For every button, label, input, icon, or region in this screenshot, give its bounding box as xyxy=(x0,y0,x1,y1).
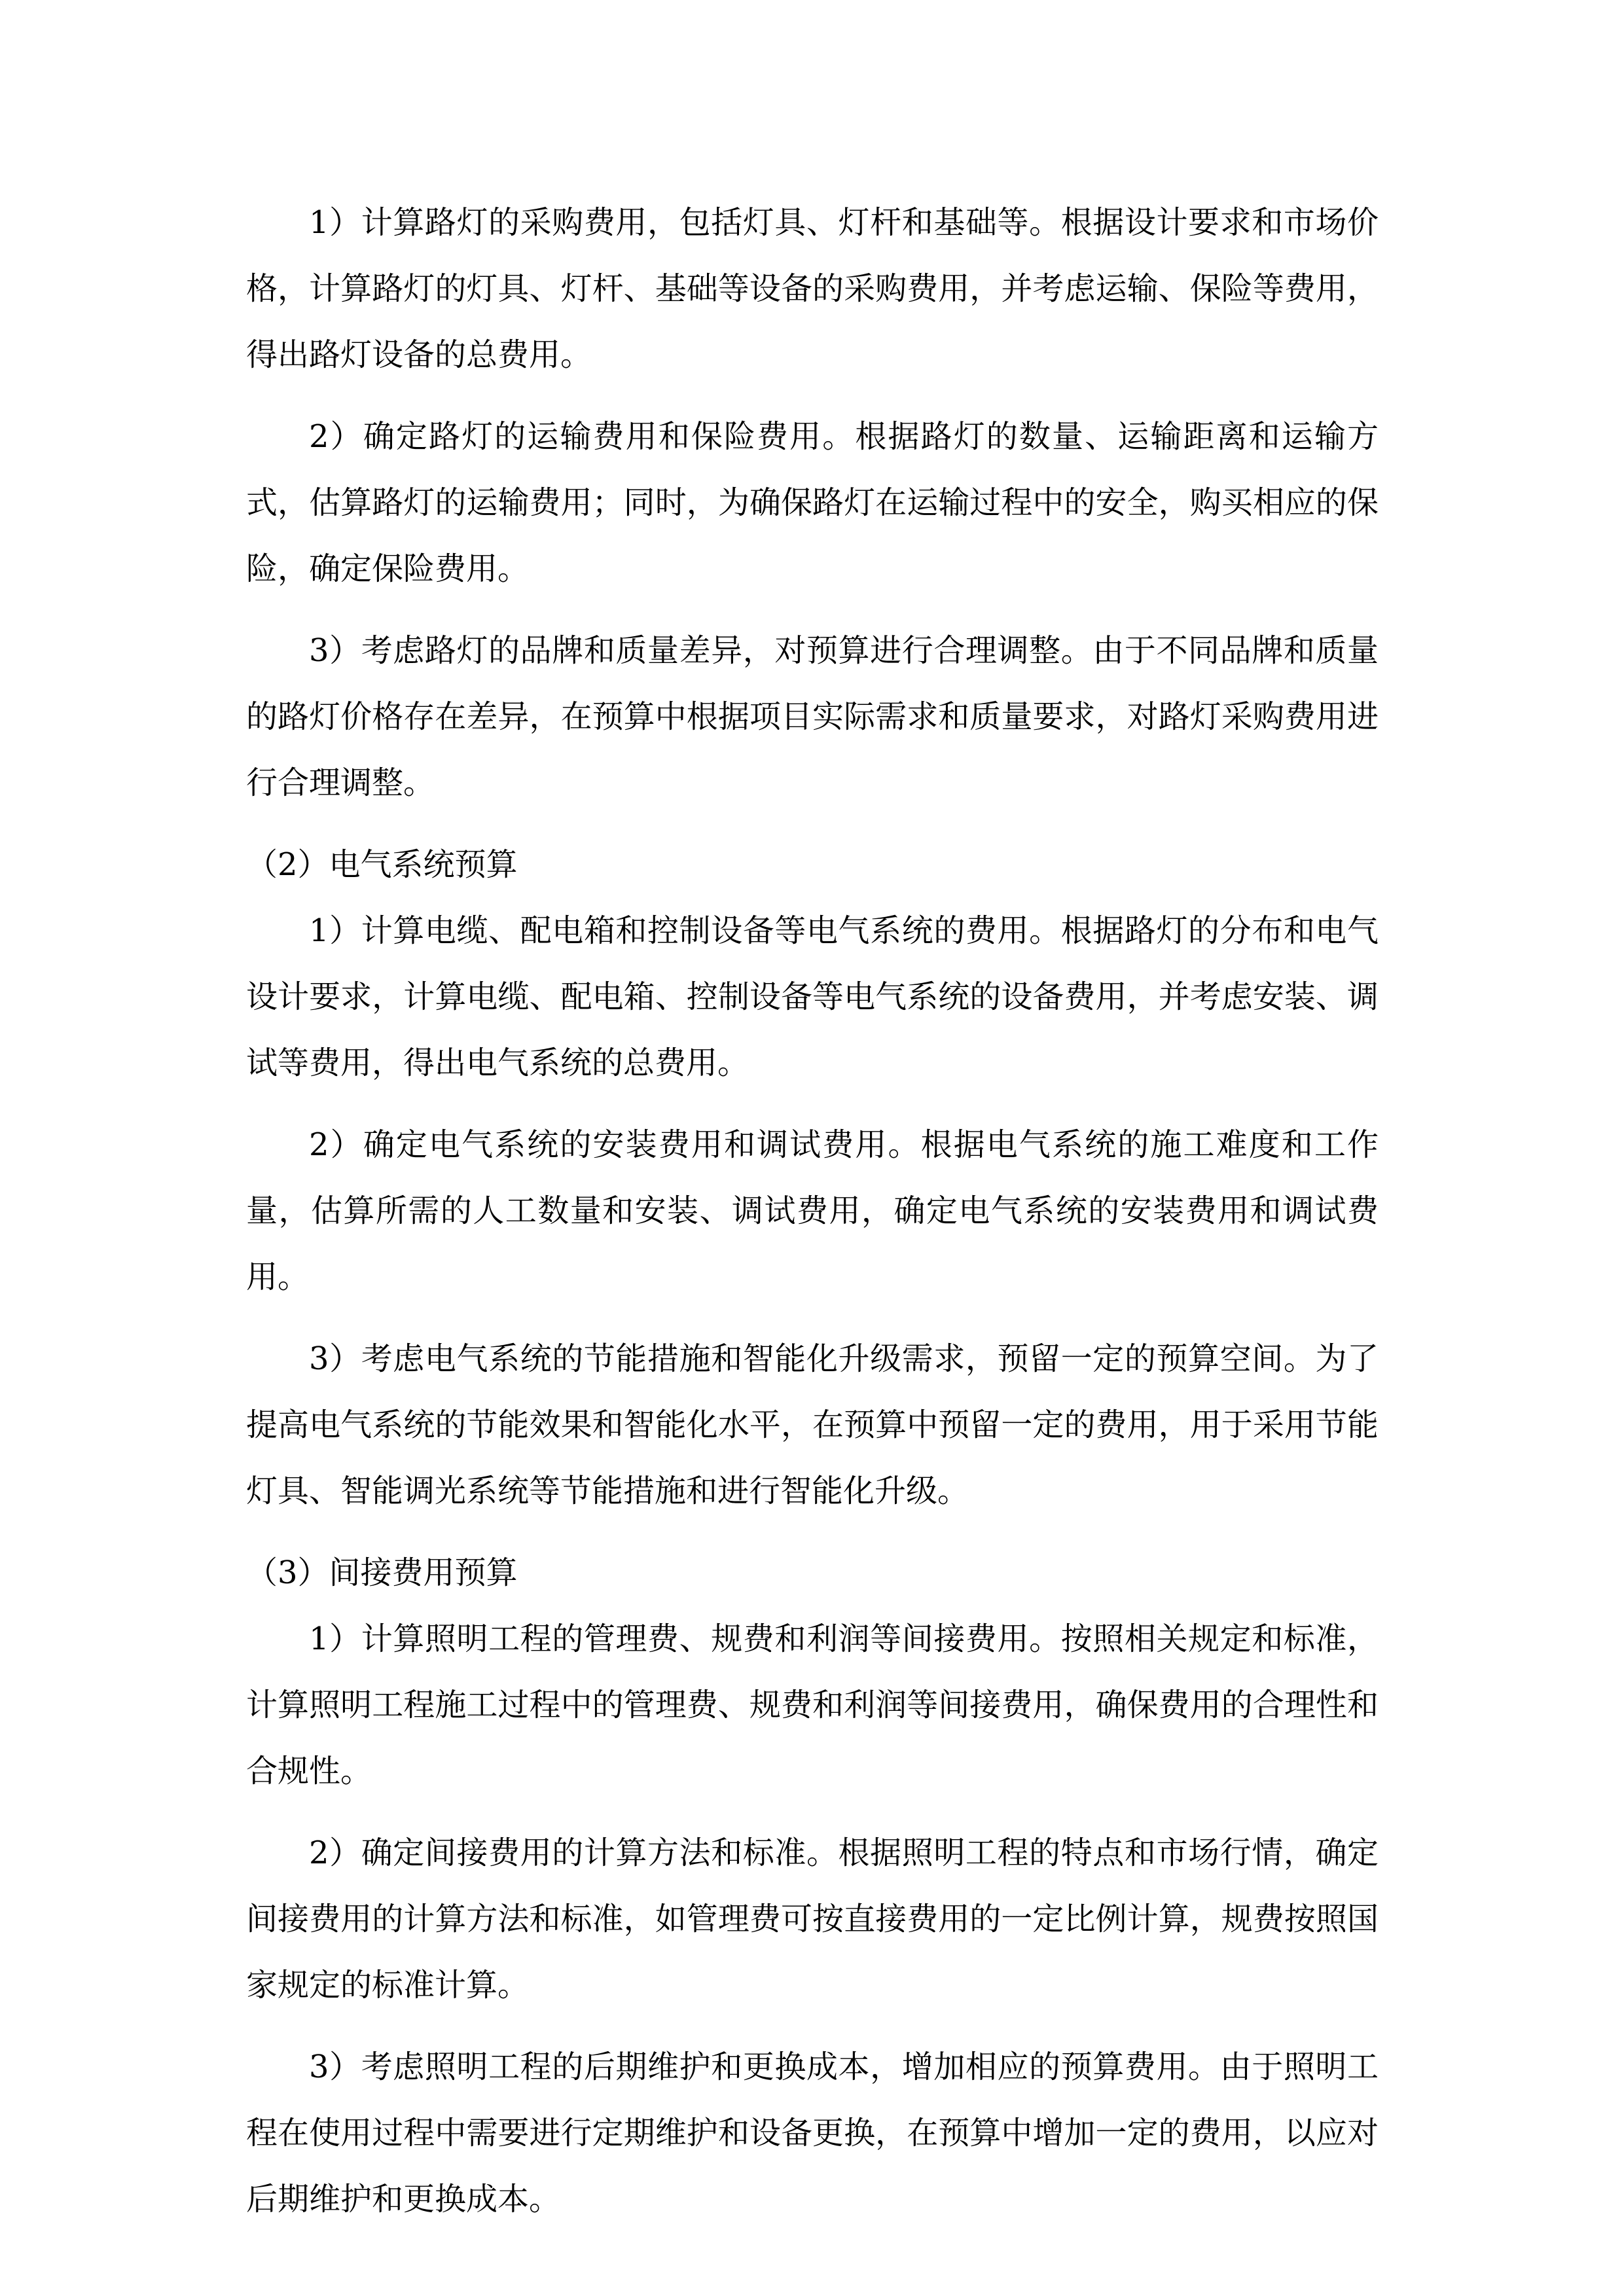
paragraph: 1）计算照明工程的管理费、规费和利润等间接费用。按照相关规定和标准，计算照明工程施工过程中的管理费、规费和利润等间接费用，确保费用的合理性和合规性。 xyxy=(246,1621,1379,1789)
paragraph: 2）确定间接费用的计算方法和标准。根据照明工程的特点和市场行情，确定间接费用的计算方法和标准，如管理费可按直接费用的一定比例计算，规费按照国家规定的标准计算。 xyxy=(246,1835,1379,2003)
paragraph: 2）确定路灯的运输费用和保险费用。根据路灯的数量、运输距离和运输方式，估算路灯的运输费用；同时，为确保路灯在运输过程中的安全，购买相应的保险，确定保险费用。 xyxy=(246,418,1379,587)
paragraph: 2）确定电气系统的安装费用和调试费用。根据电气系统的施工难度和工作量，估算所需的人工数量和安装、调试费用，确定电气系统的安装费用和调试费用。 xyxy=(246,1126,1379,1295)
section-heading: （3）间接费用预算 xyxy=(246,1554,518,1591)
paragraph: 1）计算电缆、配电箱和控制设备等电气系统的费用。根据路灯的分布和电气设计要求，计算电缆、配电箱、控制设备等电气系统的设备费用，并考虑安装、调试等费用，得出电气系统的总费用。 xyxy=(246,912,1379,1081)
paragraph: 1）计算路灯的采购费用，包括灯具、灯杆和基础等。根据设计要求和市场价格，计算路灯的灯具、灯杆、基础等设备的采购费用，并考虑运输、保险等费用，得出路灯设备的总费用。 xyxy=(246,204,1379,373)
document-body xyxy=(246,190,1379,2248)
section-heading: （2）电气系统预算 xyxy=(246,846,518,883)
paragraph: 3）考虑路灯的品牌和质量差异，对预算进行合理调整。由于不同品牌和质量的路灯价格存在差异，在预算中根据项目实际需求和质量要求，对路灯采购费用进行合理调整。 xyxy=(246,632,1379,801)
paragraph: 3）考虑照明工程的后期维护和更换成本，增加相应的预算费用。由于照明工程在使用过程中需要进行定期维护和设备更换，在预算中增加一定的费用，以应对后期维护和更换成本。 xyxy=(246,2049,1379,2217)
paragraph: 3）考虑电气系统的节能措施和智能化升级需求，预留一定的预算空间。为了提高电气系统的节能效果和智能化水平，在预算中预留一定的费用，用于采用节能灯具、智能调光系统等节能措施和进行智能化升级。 xyxy=(246,1340,1379,1509)
